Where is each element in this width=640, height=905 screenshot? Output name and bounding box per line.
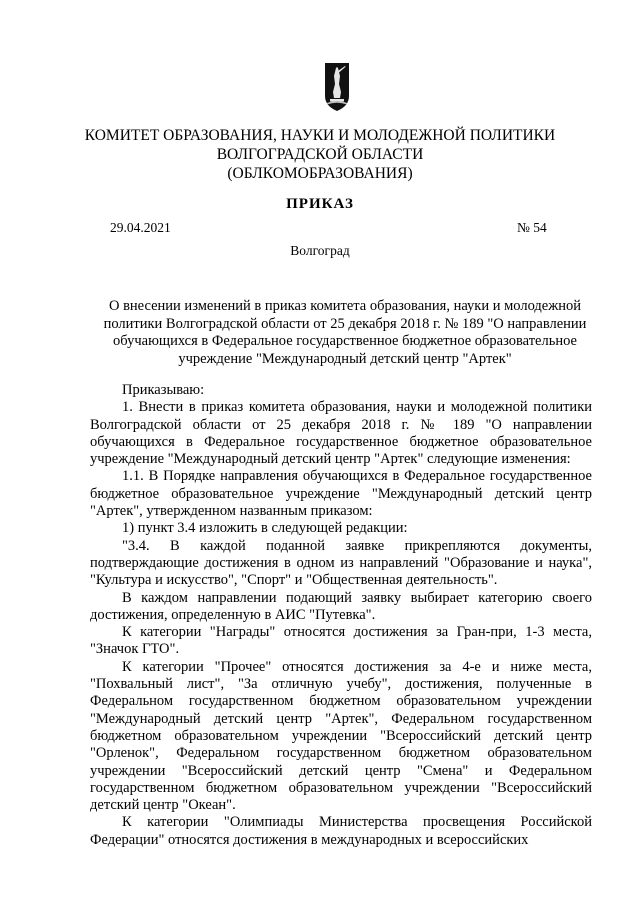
org-line-2: ВОЛГОГРАДСКОЙ ОБЛАСТИ xyxy=(216,146,424,163)
document-title: ПРИКАЗ xyxy=(286,196,354,212)
paragraph: К категории "Награды" относятся достижения за Гран-при, 1-3 места, "Значок ГТО". xyxy=(90,624,592,658)
paragraph: 1.1. В Порядке направления обучающихся в Федеральное государственное бюджетное образовательное учреждение "Международный детский центр "Артек", утвержденном названным приказом: xyxy=(90,468,592,520)
organization-name xyxy=(0,126,640,183)
volgograd-coat-of-arms-icon xyxy=(324,62,350,112)
order-number: № 54 xyxy=(517,220,547,235)
paragraph: 1. Внести в приказ комитета образования, науки и молодежной политики Волгоградской области от 25 декабря 2018 г. № 189 "О направлении обучающихся в Федеральное государственное бюджетное образовательное учреждение "Международный детский центр "Артек" следующие изменения: xyxy=(90,399,592,468)
paragraph: 1) пункт 3.4 изложить в следующей редакции: xyxy=(122,520,408,537)
paragraph: В каждом направлении подающий заявку выбирает категорию своего достижения, определенную в АИС "Путевка". xyxy=(90,589,592,623)
order-body xyxy=(90,382,592,849)
paragraph: "3.4. В каждой поданной заявке прикрепляются документы, подтверждающие достижения в одном из направлений "Образование и наука", "Культура и искусство", "Спорт" и "Общественная деятельность". xyxy=(90,537,592,589)
org-line-3: (ОБЛКОМОБРАЗОВАНИЯ) xyxy=(227,165,413,182)
order-city: Волгоград xyxy=(290,243,350,258)
paragraph: К категории "Олимпиады Министерства просвещения Российской Федерации" относятся достижения в международных и всероссийских xyxy=(90,814,592,848)
paragraph: Приказываю: xyxy=(122,382,205,398)
org-line-1: КОМИТЕТ ОБРАЗОВАНИЯ, НАУКИ И МОЛОДЕЖНОЙ ПОЛИТИКИ xyxy=(84,127,556,144)
paragraph: К категории "Прочее" относятся достижения за 4-е и ниже места, "Похвальный лист", "За отличную учебу", достижения, полученные в Федеральном государственном бюджетном образовательном учреждении "Международный детский центр "Артек", Федеральном государственном бюджетном образовательном учреждении "Всероссийский детский центр "Орленок", Федеральном государственном бюджетном образовательном учреждении "Всероссийский детский центр "Смена" и Федеральном государственном бюджетном образовательном учреждении "Всероссийский детский центр "Океан". xyxy=(90,658,592,814)
order-subject: О внесении изменений в приказ комитета образования, науки и молодежной политики Волгоградской области от 25 декабря 2018 г. № 189 "О направлении обучающихся в Федеральное государственное бюджетное образовательное учреждение "Международный детский центр "Артек" xyxy=(103,298,587,367)
order-date: 29.04.2021 xyxy=(110,220,171,235)
